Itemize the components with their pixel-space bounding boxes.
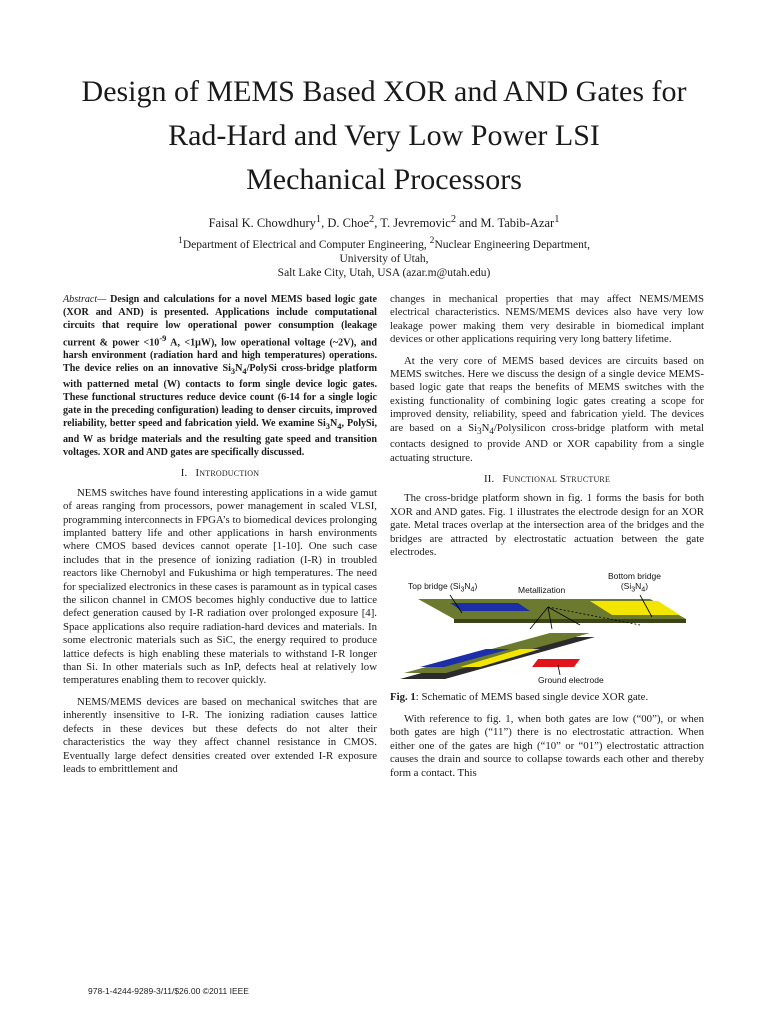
label-bottom-bridge <box>608 571 661 595</box>
author-4-sup: 1 <box>554 214 560 225</box>
abstract-text-3: N <box>235 363 243 375</box>
label-bottom-2c: ) <box>645 581 649 592</box>
affiliations <box>40 234 728 280</box>
author-list <box>40 212 728 231</box>
abstract-lead: Abstract— <box>63 294 107 305</box>
left-column <box>63 293 377 784</box>
section-2-title: Functional Structure <box>502 473 611 486</box>
figure-1-number: Fig. 1 <box>390 691 416 704</box>
ground-electrode <box>532 659 580 667</box>
abstract-text-1: Design and calculations for a novel MEMS based logic gate (XOR and AND) is presented. Applications include computational circuits that require low operational power consumption (leakage current & power <10 <box>63 294 377 349</box>
label-top-end: ) <box>474 581 478 592</box>
author-2: , D. Choe <box>321 216 370 231</box>
section-1-heading <box>63 467 377 480</box>
right-p1-text-c: /Polysilicon cross-bridge platform with metal contacts designed to provide AND or XOR capability from a single actuating structure. <box>390 421 704 464</box>
abstract-sub-2: 4 <box>242 367 247 377</box>
section-1-number: I. <box>180 467 188 480</box>
label-top-bridge-text: Top bridge (Si <box>408 581 461 592</box>
section-2-number: II. <box>483 473 495 486</box>
affiliation-line-2: University of Utah, <box>339 252 429 265</box>
label-bottom-2b: N <box>635 581 642 592</box>
label-bottom-sub-2: 4 <box>641 586 646 595</box>
label-bottom-line-2 <box>608 581 661 595</box>
right-p1-sub-2: 4 <box>489 425 494 436</box>
right-p1-sub-1: 3 <box>477 425 482 436</box>
right-p1-text-a: At the very core of MEMS based devices are circuits based on MEMS switches. Here we discuss the design of a single device MEMS-based logic gate that reaps the benefits of MEMS switches with the existing functionality of combining logic gates creating a scope for improved density, reliability, speed and fabrication yield. The devices are based on a Si <box>390 354 704 434</box>
abstract-text-5: N <box>329 418 338 430</box>
functional-paragraph-1: The cross-bridge platform shown in fig. 1 forms the basis for both XOR and AND gates. Fig. 1 illustrates the electrode design for an XOR gate. Metal traces overlap at the intersection area of the bridges and the bridges are attracted by electrostatic actuation between the gate electrodes. <box>390 492 704 559</box>
label-bottom-sub-1: 3 <box>631 586 636 595</box>
section-1-title: Introduction <box>195 467 260 480</box>
author-4: and M. Tabib-Azar <box>456 216 555 231</box>
title-line-3: Mechanical Processors <box>246 163 522 196</box>
label-bottom-2a: (Si <box>620 581 632 592</box>
abstract-sub-3: 3 <box>325 422 330 432</box>
label-ground-electrode: Ground electrode <box>538 675 604 686</box>
affiliation-line-1 <box>40 234 728 252</box>
author-3-sup: 2 <box>450 214 457 225</box>
right-paragraph-1 <box>390 355 704 465</box>
figure-1-caption <box>390 691 704 704</box>
label-bottom-line-1: Bottom bridge <box>608 571 661 582</box>
functional-paragraph-2: With reference to fig. 1, when both gates are low (“00”), or when both gates are high (“11”) there is no electrostatic attraction. When either one of the gates are high (“10” or “01”) electrostatic attraction causes the drain and source to collapse towards each other and thereby form a contact. This <box>390 712 704 779</box>
abstract-text-6: , PolySi, and W as bridge materials and the resulting gate speed and transition voltages. XOR and AND gates are specifically discussed. <box>63 418 377 459</box>
abstract-sub-4: 4 <box>337 422 342 432</box>
affil-dept-1: Department of Electrical and Computer Engineering, <box>182 238 430 251</box>
paper-title <box>40 70 728 202</box>
author-1: Faisal K. Chowdhury <box>208 216 316 231</box>
label-top-sub-2: 4 <box>470 586 475 595</box>
right-column <box>390 293 704 788</box>
figure-1 <box>390 567 704 687</box>
right-paragraph-0: changes in mechanical properties that may affect NEMS/MEMS electrical characteristics. NEMS/MEMS devices also have very low leakage power making them very desirable in biomedical implant devices or other applications requiring very long battery lifetime. <box>390 293 704 346</box>
author-3: , T. Jevremovic <box>374 216 451 231</box>
abstract <box>63 293 377 459</box>
affil-dept-2: Nuclear Engineering Department, <box>434 238 590 251</box>
label-top-sub-1: 3 <box>460 586 465 595</box>
intro-paragraph-1: NEMS switches have found interesting applications in a wide gamut of areas ranging from processors, power management in scaled VLSI, programming interconnects in FPGA’s to biomedical devices prolonging implanted battery life and other applications in harsh environments where CMOS based devices cannot operate [1-10]. One such case includes that in the presence of ionizing radiation (I-R) in troubled reactors like Chernobyl and Fukushima or high temperatures. The need for specialized electronics in these cases is paramount as in typical cases the silicon channel in CMOS becomes highly conductive due to lattice defect generation caused by I-R radiation over prolonged exposure [4]. Space applications also require radiation-hard devices and materials. In some electronic materials such as SiC, the energy required to produce lattice defects is high enabling these materials to withstand I-R longer than Si. In other materials such as InP, defects heal at relatively low temperatures enabling them to recover quickly. <box>63 486 377 687</box>
author-2-sup: 2 <box>369 214 375 225</box>
title-line-2: Rad-Hard and Very Low Power LSI <box>168 119 600 152</box>
abstract-sub-1: 3 <box>230 367 236 377</box>
title-line-1: Design of MEMS Based XOR and AND Gates for <box>81 75 687 108</box>
abstract-exp: -9 <box>159 334 167 343</box>
author-1-sup: 1 <box>315 214 322 225</box>
label-top-n: N <box>464 581 471 592</box>
affiliation-line-3: Salt Lake City, Utah, USA (azar.m@utah.edu) <box>277 266 491 279</box>
figure-1-caption-text: : Schematic of MEMS based single device XOR gate. <box>415 691 649 704</box>
right-p1-text-b: N <box>481 421 490 434</box>
abstract-text-2: A, <1μW), low operational voltage (~2V), and harsh environment (radiation hard and high temperatures) operations. The device relies on an innovative Si <box>63 337 377 375</box>
label-metallization: Metallization <box>518 585 566 596</box>
intro-paragraph-2: NEMS/MEMS devices are based on mechanical switches that are inherently insensitive to I-R. The ionizing radiation causes lattice defects in these devices but these defects do not alter their characteristics the way they affect channel resistance in CMOS. Eventually large defect densities created over extended I-R exposure leads to embrittlement and <box>63 695 377 775</box>
label-top-bridge <box>408 581 477 595</box>
affil-sup-2: 2 <box>429 235 435 246</box>
affil-sup-1: 1 <box>178 235 183 246</box>
section-2-heading <box>390 473 704 486</box>
abstract-text-4: /PolySi cross-bridge platform with patterned metal (W) contacts to form single device logic gates. These functional structures reduce device count (6-14 for a single logic gate in the preceding configuration) leading to denser circuits, improved reliability, better speed and fabrication yield. We examine Si <box>63 363 377 430</box>
copyright-footer: 978-1-4244-9289-3/11/$26.00 ©2011 IEEE <box>88 986 249 996</box>
top-metal-blue <box>450 603 530 611</box>
